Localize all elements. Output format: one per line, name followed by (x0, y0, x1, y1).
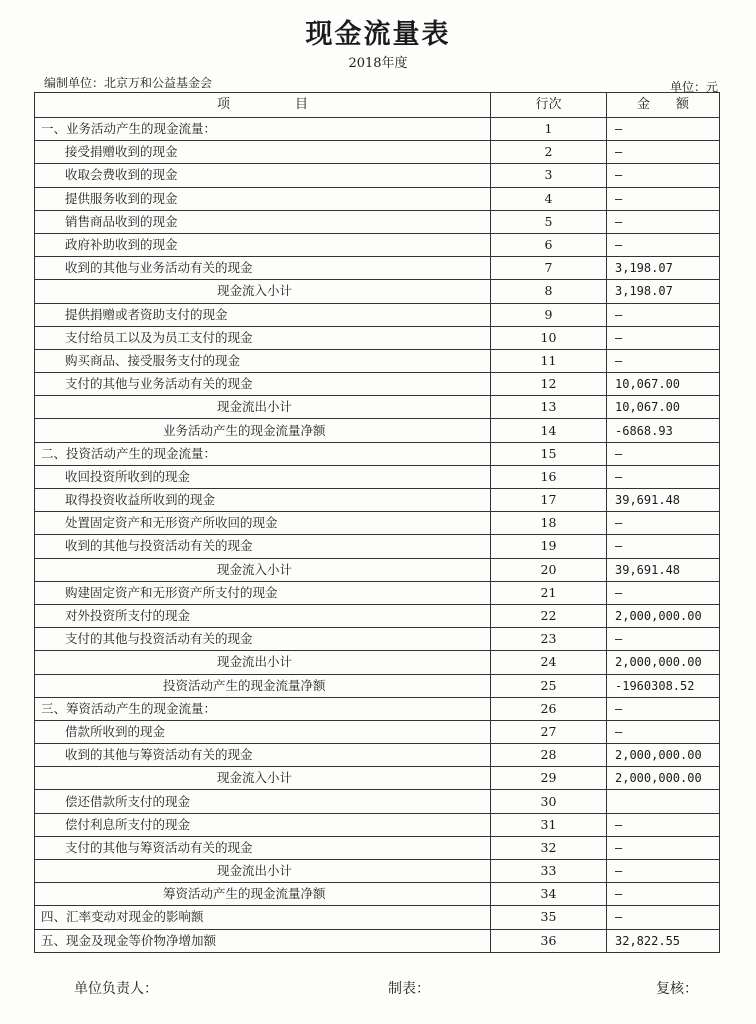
row-item-label: 现金流出小计 (35, 396, 491, 419)
row-amount: -1960308.52 (607, 674, 720, 697)
row-amount: 3,198.07 (607, 280, 720, 303)
row-amount: – (607, 164, 720, 187)
row-amount: – (607, 141, 720, 164)
header-amount: 金 额 (607, 93, 720, 118)
table-row (35, 396, 720, 419)
currency-unit: 单位：元 (669, 80, 718, 94)
row-item-label: 借款所收到的现金 (35, 720, 491, 743)
row-line-number: 17 (491, 489, 607, 512)
preparing-organization: 编制单位：北京万和公益基金会 (44, 76, 213, 90)
table-row (35, 813, 720, 836)
row-amount (607, 790, 720, 813)
row-item-label: 现金流入小计 (35, 767, 491, 790)
row-line-number: 29 (491, 767, 607, 790)
row-line-number: 12 (491, 373, 607, 396)
row-amount: – (607, 628, 720, 651)
row-amount: – (607, 349, 720, 372)
table-row (35, 210, 720, 233)
row-item-label: 收到的其他与投资活动有关的现金 (35, 535, 491, 558)
row-line-number: 35 (491, 906, 607, 929)
row-item-label: 提供捐赠或者资助支付的现金 (35, 303, 491, 326)
row-line-number: 22 (491, 604, 607, 627)
row-line-number: 6 (491, 233, 607, 256)
row-amount: -6868.93 (607, 419, 720, 442)
row-amount: – (607, 720, 720, 743)
row-item-label: 现金流入小计 (35, 558, 491, 581)
row-line-number: 14 (491, 419, 607, 442)
fiscal-year: 2018年度 (348, 56, 408, 71)
row-amount: 3,198.07 (607, 257, 720, 280)
row-line-number: 5 (491, 210, 607, 233)
table-row (35, 326, 720, 349)
table-row (35, 164, 720, 187)
table-row (35, 604, 720, 627)
row-item-label: 业务活动产生的现金流量净额 (35, 419, 491, 442)
row-amount: 32,822.55 (607, 929, 720, 952)
row-item-label: 政府补助收到的现金 (35, 233, 491, 256)
row-line-number: 31 (491, 813, 607, 836)
table-row (35, 906, 720, 929)
row-amount: – (607, 535, 720, 558)
row-line-number: 33 (491, 860, 607, 883)
row-line-number: 28 (491, 744, 607, 767)
row-item-label: 偿付利息所支付的现金 (35, 813, 491, 836)
header-item: 项 目 (35, 93, 491, 118)
table-row (35, 535, 720, 558)
table-row (35, 233, 720, 256)
row-amount: – (607, 187, 720, 210)
row-item-label: 偿还借款所支付的现金 (35, 790, 491, 813)
row-item-label: 现金流入小计 (35, 280, 491, 303)
table-row (35, 790, 720, 813)
table-row (35, 628, 720, 651)
row-item-label: 支付的其他与投资活动有关的现金 (35, 628, 491, 651)
row-item-label: 购建固定资产和无形资产所支付的现金 (35, 581, 491, 604)
row-line-number: 7 (491, 257, 607, 280)
table-row (35, 836, 720, 859)
table-row (35, 558, 720, 581)
table-row (35, 187, 720, 210)
table-row (35, 720, 720, 743)
row-item-label: 处置固定资产和无形资产所收回的现金 (35, 512, 491, 535)
table-row (35, 512, 720, 535)
row-amount: 2,000,000.00 (607, 651, 720, 674)
table-row (35, 674, 720, 697)
row-line-number: 36 (491, 929, 607, 952)
row-item-label: 取得投资收益所收到的现金 (35, 489, 491, 512)
table-row (35, 651, 720, 674)
responsible-person-label: 单位负责人： (74, 981, 158, 997)
cash-flow-table (34, 92, 720, 953)
row-line-number: 11 (491, 349, 607, 372)
row-item-label: 购买商品、接受服务支付的现金 (35, 349, 491, 372)
row-amount: 10,067.00 (607, 396, 720, 419)
row-item-label: 收取会费收到的现金 (35, 164, 491, 187)
row-line-number: 10 (491, 326, 607, 349)
row-item-label: 筹资活动产生的现金流量净额 (35, 883, 491, 906)
row-item-label: 现金流出小计 (35, 651, 491, 674)
row-line-number: 25 (491, 674, 607, 697)
row-line-number: 18 (491, 512, 607, 535)
row-line-number: 1 (491, 118, 607, 141)
row-line-number: 16 (491, 465, 607, 488)
row-amount: – (607, 465, 720, 488)
preparer-label: 制表： (388, 981, 430, 997)
row-item-label: 收到的其他与业务活动有关的现金 (35, 257, 491, 280)
row-amount: 39,691.48 (607, 489, 720, 512)
row-amount: – (607, 233, 720, 256)
table-row (35, 280, 720, 303)
row-item-label: 收回投资所收到的现金 (35, 465, 491, 488)
row-item-label: 现金流出小计 (35, 860, 491, 883)
row-line-number: 19 (491, 535, 607, 558)
table-row (35, 489, 720, 512)
row-amount: 2,000,000.00 (607, 767, 720, 790)
row-item-label: 提供服务收到的现金 (35, 187, 491, 210)
row-line-number: 24 (491, 651, 607, 674)
row-item-label: 投资活动产生的现金流量净额 (35, 674, 491, 697)
table-row (35, 419, 720, 442)
row-line-number: 8 (491, 280, 607, 303)
table-row (35, 581, 720, 604)
table-row (35, 303, 720, 326)
row-line-number: 9 (491, 303, 607, 326)
row-amount: – (607, 906, 720, 929)
row-amount: – (607, 813, 720, 836)
document-title: 现金流量表 (305, 19, 451, 50)
table-row (35, 883, 720, 906)
row-amount: 10,067.00 (607, 373, 720, 396)
row-line-number: 20 (491, 558, 607, 581)
table-row (35, 697, 720, 720)
row-line-number: 30 (491, 790, 607, 813)
table-header-row (35, 93, 720, 118)
row-amount: – (607, 581, 720, 604)
row-item-label: 支付给员工以及为员工支付的现金 (35, 326, 491, 349)
row-amount: – (607, 512, 720, 535)
row-amount: – (607, 860, 720, 883)
row-item-label: 接受捐赠收到的现金 (35, 141, 491, 164)
row-line-number: 34 (491, 883, 607, 906)
row-item-label: 四、汇率变动对现金的影响额 (35, 906, 491, 929)
row-amount: – (607, 697, 720, 720)
table-row (35, 744, 720, 767)
row-item-label: 收到的其他与筹资活动有关的现金 (35, 744, 491, 767)
row-amount: – (607, 836, 720, 859)
table-row (35, 767, 720, 790)
row-amount: – (607, 883, 720, 906)
table-row (35, 929, 720, 952)
row-line-number: 26 (491, 697, 607, 720)
table-row (35, 118, 720, 141)
row-amount: 2,000,000.00 (607, 604, 720, 627)
header-line-number: 行次 (491, 93, 607, 118)
table-row (35, 465, 720, 488)
row-line-number: 2 (491, 141, 607, 164)
row-item-label: 五、现金及现金等价物净增加额 (35, 929, 491, 952)
row-line-number: 27 (491, 720, 607, 743)
row-line-number: 3 (491, 164, 607, 187)
row-line-number: 13 (491, 396, 607, 419)
row-amount: – (607, 326, 720, 349)
row-line-number: 21 (491, 581, 607, 604)
table-row (35, 860, 720, 883)
row-item-label: 一、业务活动产生的现金流量： (35, 118, 491, 141)
row-line-number: 15 (491, 442, 607, 465)
row-line-number: 4 (491, 187, 607, 210)
row-amount: 2,000,000.00 (607, 744, 720, 767)
row-item-label: 支付的其他与业务活动有关的现金 (35, 373, 491, 396)
row-amount: – (607, 303, 720, 326)
row-item-label: 二、投资活动产生的现金流量： (35, 442, 491, 465)
reviewer-label: 复核： (656, 981, 698, 997)
row-item-label: 对外投资所支付的现金 (35, 604, 491, 627)
table-row (35, 349, 720, 372)
table-row (35, 257, 720, 280)
row-amount: – (607, 442, 720, 465)
row-item-label: 销售商品收到的现金 (35, 210, 491, 233)
row-line-number: 23 (491, 628, 607, 651)
row-amount: 39,691.48 (607, 558, 720, 581)
row-amount: – (607, 118, 720, 141)
row-amount: – (607, 210, 720, 233)
row-item-label: 三、筹资活动产生的现金流量： (35, 697, 491, 720)
table-row (35, 442, 720, 465)
table-row (35, 373, 720, 396)
row-line-number: 32 (491, 836, 607, 859)
row-item-label: 支付的其他与筹资活动有关的现金 (35, 836, 491, 859)
table-row (35, 141, 720, 164)
